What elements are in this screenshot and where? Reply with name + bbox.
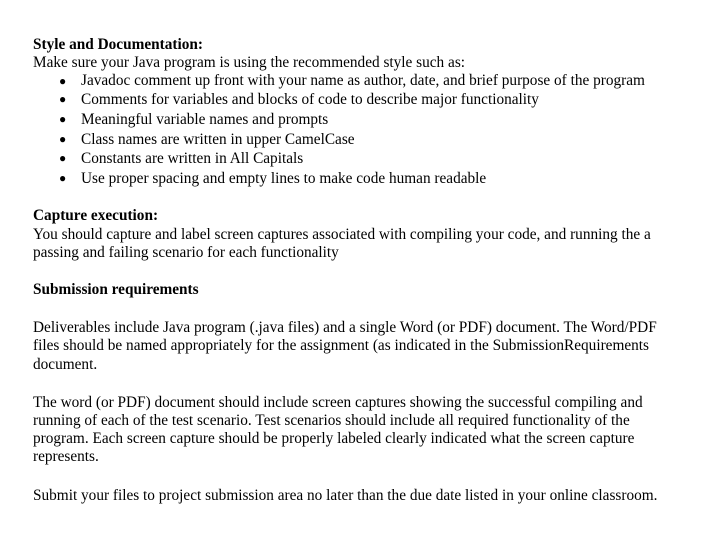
list-item-text: Comments for variables and blocks of code to describe major functionality	[81, 91, 539, 109]
capture-heading: Capture execution:	[33, 207, 159, 225]
list-item-text: Use proper spacing and empty lines to make code human readable	[81, 169, 487, 187]
submission-paragraph-2: The word (or PDF) document should include screen captures showing the successful compiling and running of each of the test scenario. Test scenarios should include all required functionality of the program. Each screen capture should be properly labeled clearly indicated what the screen capture represents.	[33, 393, 643, 466]
spacer	[33, 467, 673, 487]
list-item	[59, 149, 673, 169]
bullet-icon: ●	[59, 151, 67, 166]
submission-paragraph-1: Deliverables include Java program (.java files) and a single Word (or PDF) document. The Word/PDF files should be named appropriately for the assignment (as indicated in the SubmissionRequirements document.	[33, 319, 657, 373]
list-item-text: Class names are written in upper CamelCase	[81, 130, 355, 148]
list-item-text: Meaningful variable names and prompts	[81, 111, 329, 128]
spacer	[33, 299, 673, 319]
list-item-text: Constants are written in All Capitals	[81, 150, 304, 168]
bullet-icon: ●	[59, 131, 67, 146]
submission-paragraph-3: Submit your files to project submission area no later than the due date listed in your online classroom.	[33, 486, 658, 504]
capture-body: You should capture and label screen captures associated with compiling your code, and running the a passing and failing scenario for each functionality	[33, 225, 651, 261]
bullet-icon: ●	[59, 74, 67, 89]
list-item	[59, 72, 673, 90]
document	[33, 36, 673, 505]
list-item	[59, 90, 673, 110]
list-item	[59, 110, 673, 130]
bullet-icon: ●	[59, 92, 67, 107]
style-intro: Make sure your Java program is using the recommended style such as:	[33, 54, 466, 72]
submission-heading: Submission requirements	[33, 280, 199, 298]
bullet-icon: ●	[59, 112, 67, 126]
list-item	[59, 169, 673, 189]
bullet-icon: ●	[59, 170, 67, 185]
spacer	[33, 188, 673, 207]
list-item	[59, 130, 673, 150]
list-item-text: Javadoc comment up front with your name as author, date, and brief purpose of the program	[81, 72, 645, 90]
spacer	[33, 262, 673, 281]
style-bullet-list	[33, 72, 673, 188]
style-heading: Style and Documentation:	[33, 36, 203, 53]
spacer	[33, 374, 673, 394]
